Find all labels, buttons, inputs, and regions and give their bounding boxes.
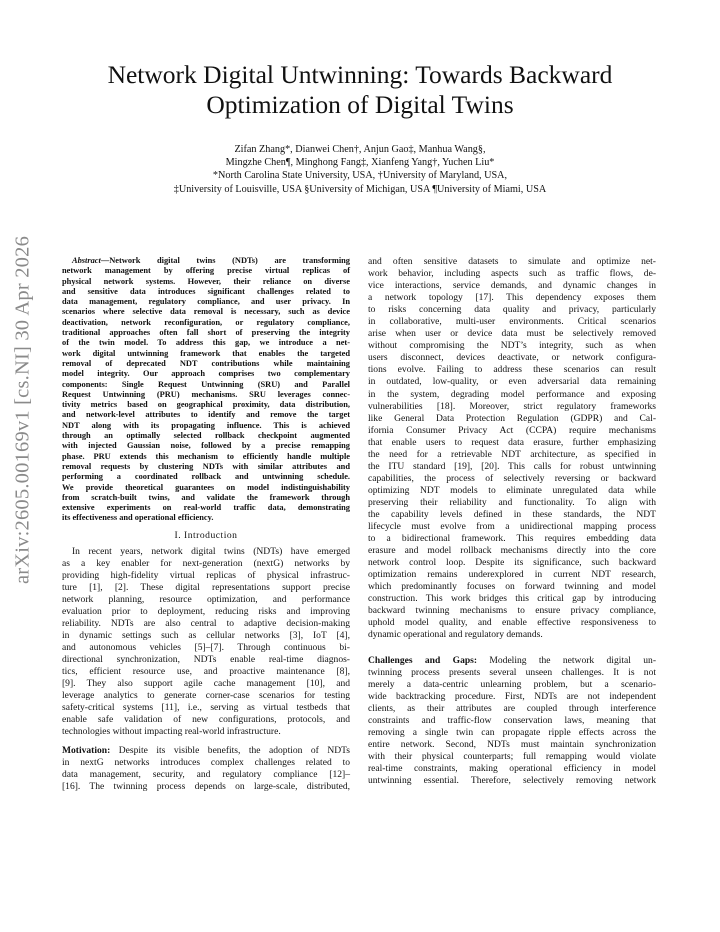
abstract-line: and network-level attributes to identify and remove the target [62,410,350,420]
challenges-line: clients, as their attributes are coupled through interference [368,702,656,714]
right-column-line: a network topology [17]. This dependency exposes them [368,292,656,304]
abstract-line: work digital untwinning framework that enables the targeted [62,348,350,358]
challenges-line: merely a data-centric unlearning problem, but a scenario- [368,678,656,690]
right-column [368,256,656,787]
intro-line: [9]. They also support agile cache management [10], and [62,678,350,690]
right-column-line: dynamic operational and regulatory demands. [368,629,543,641]
right-column-line: arise when user or device data must be selectively removed [368,328,656,340]
right-column-line: in the system, degrading model performance and exposing [368,388,656,400]
abstract-line: of the twin model. To address this gap, we introduce a net- [62,338,350,348]
right-column-line: ifornia Consumer Privacy Act (CCPA) require mechanisms [368,424,656,436]
right-column-line: in collaborative, multi-user environments. Critical scenarios [368,316,656,328]
right-column-line: that enable users to request data erasure, further emphasizing [368,436,656,448]
motivation-line: in nextG networks introduces complex challenges related to [62,756,350,768]
right-column-line: vice interactions, service demands, and dynamic changes in [368,280,656,292]
right-column-line: work behavior, including aspects such as traffic flows, de- [368,268,656,280]
abstract-line: deactivation, network reconfiguration, or regulatory compliance, [62,317,350,327]
right-column-line: optimization remains underexplored in current NDT research, [368,569,656,581]
abstract-line: removal requests by clustering NDTs with similar attributes and [62,461,350,471]
intro-line: evaluation prior to deployment, reducing risks and improving [62,606,350,617]
right-column-line: vulnerabilities [18]. Moreover, strict regulatory frameworks [368,400,656,412]
right-column-line: construction. This work bridges this critical gap by introducing [368,593,656,605]
intro-line: ture [1], [2]. These digital representations support precise [62,581,350,593]
intro-line: In recent years, network digital twins (NDTs) have emerged [72,545,350,557]
challenges-line: entire network. Second, NDTs must maintain synchronization [368,738,656,750]
paper-title [60,60,660,120]
intro-line: directional synchronization, NDTs enable real-time diagnos- [62,654,350,666]
abstract-line: extensive experiments on real-world traffic data, demonstrating [62,503,350,513]
arxiv-identifier-stamp [0,170,46,650]
right-column-line: in outdated, low-quality, or even adversarial data remaining [368,376,656,388]
challenges-line: constraints and traffic-flow conservation laws, meaning that [368,714,656,726]
challenges-label: Challenges and Gaps: [368,654,478,666]
abstract-label: Abstract [72,256,101,265]
challenges-line: with their physical counterparts; full remapping would violate [368,750,656,762]
author-line: Zifan Zhang*, Dianwei Chen†, Anjun Gao‡, Manhua Wang§, [234,144,486,155]
intro-line: technologies without impacting real-world infrastructure. [62,726,281,738]
affiliation-line: *North Carolina State University, USA, †University of Maryland, USA, [212,170,508,182]
abstract [62,256,350,524]
right-column-line: capabilities, the process of selectively reversing or backward [368,472,656,484]
intro-line: and autonomous vehicles [5]–[7]. Through continuous bi- [62,642,350,654]
introduction-paragraph [62,546,350,739]
challenges-line: real-time constraints, making operational efficiency in model [368,762,656,774]
intro-line: in dynamic settings such as cellular networks [3], IoT [4], [62,630,350,642]
abstract-line [62,256,350,266]
abstract-line: tivity metrics based on geographical proximity, data distribution, [62,400,350,410]
arxiv-identifier: arXiv:2605.00169v1 [cs.NI] 30 Apr 2026 [11,235,34,585]
right-column-line: tions evolve. Failing to address these scenarios can result [368,364,656,376]
right-column-line: and often sensitive datasets to simulate and optimize net- [368,256,656,267]
title-line: Network Digital Untwinning: Towards Backward [107,60,613,89]
intro-line: as a key enabler for next-generation (nextG) networks by [62,557,350,569]
author-block [60,143,660,196]
challenges-line: twinning process presents several unseen challenges. It is not [368,666,656,678]
right-column-line: erasure and model rollback mechanisms directly into the core [368,545,656,557]
abstract-line: Request Untwinning (PRU) mechanisms. SRU leverages connec- [62,389,350,399]
abstract-line: scenarios where selective data removal is necessary, such as device [62,307,350,317]
challenges-line: wide backtracking procedure. First, NDTs are not independent [368,690,656,702]
right-column-line: which predominantly focuses on forward twinning and model [368,581,656,593]
right-column-line: the ITU standard [19], [20]. This calls for robust untwinning [368,460,656,472]
intro-line: leverage analytics to generate corner-case scenarios for testing [62,690,350,702]
motivation-label: Motivation: [62,744,111,756]
abstract-line: model integrity. Our approach comprises two complementary [62,369,350,379]
intro-line: safety-critical systems [11], i.e., serving as virtual testbeds that [62,702,350,714]
right-column-line: the capability levels defined in these standards, the NDT [368,508,656,520]
abstract-line: physical network systems. However, their reliance on diverse [62,276,350,286]
abstract-line: components: Single Request Untwinning (SRU) and Parallel [62,379,350,389]
right-column-line: to risks concerning data quality and privacy, particularly [368,304,656,316]
intro-line: reliability. NDTs are also central to adaptive decision-making [62,618,350,630]
right-column-line: network control loop. Despite its significance, such backward [368,557,656,569]
abstract-line: with injected Gaussian noise, followed by a precise remapping [62,441,350,451]
right-column-line: optimizing NDT models to eliminate unregulated data while [368,484,656,496]
left-column [62,256,350,793]
intro-line: enable safe validation of new configurations, protocols, and [62,714,350,726]
abstract-line: performing a coordinated rollback and untwinning schedule. [62,472,350,482]
abstract-line: NDT along with its propagating influence. This is achieved [62,420,350,430]
right-column-line: users disconnect, devices deactivate, or network configura- [368,352,656,364]
abstract-text: —Network digital twins (NDTs) are transforming [100,256,350,265]
right-column-paragraph [368,256,656,642]
abstract-line: and sensitive data introduces significant challenges related to [62,286,350,296]
title-line: Optimization of Digital Twins [206,90,514,119]
motivation-text: Despite its visible benefits, the adoption of NDTs [110,744,350,756]
right-column-line: lifecycle must evolve from a unidirectional mapping process [368,521,656,533]
author-line: Mingzhe Chen¶, Minghong Fang‡, Xianfeng Yang†, Yuchen Liu* [225,157,495,169]
right-column-line: preserving their reliability and functionality. To align with [368,496,656,508]
affiliation-line: ‡University of Louisville, USA §University of Michigan, USA ¶University of Miami, USA [173,183,547,195]
right-column-line: uphold model quality, and enable effective responsiveness to [368,617,656,629]
abstract-line: network management by offering precise virtual replicas of [62,266,350,276]
right-column-line: without compromising the NDT’s integrity, such as when [368,340,656,352]
abstract-line: phase. PRU extends this mechanism to efficiently handle multiple [62,451,350,461]
challenges-line: untwinning essential. Therefore, selectively removing network [368,774,656,786]
abstract-line: from scratch-built twins, and validate the framework through [62,492,350,502]
right-column-line: to a bidirectional framework. This requires embedding data [368,533,656,545]
motivation-line: [16]. The twinning process depends on large-scale, distributed, [62,780,350,792]
intro-line: network planning, resource optimization, and performance [62,593,350,605]
right-column-line: the need for a retrievable NDT architecture, as specified in [368,448,656,460]
challenges-line [368,655,656,667]
motivation-line [62,745,350,757]
abstract-line: data management, regulatory compliance, and user privacy. In [62,297,350,307]
challenges-line: removing a single twin can propagate ripple effects across the [368,726,656,738]
motivation-paragraph [62,745,350,793]
section-heading-introduction: I. Introduction [174,529,238,541]
abstract-line: its effectiveness and operational efficiency. [62,513,214,523]
abstract-line: We provide theoretical guarantees on model indistinguishability [62,482,350,492]
challenges-text: Modeling the network digital un- [477,654,656,666]
challenges-paragraph [368,655,656,788]
abstract-line: traditional approaches often fall short of preserving the integrity [62,328,350,338]
intro-line: providing high-fidelity virtual replicas of physical infrastruc- [62,569,350,581]
intro-line: tics, efficient resource use, and proactive maintenance [8], [62,666,350,678]
abstract-line: removal of deprecated NDT contributions while maintaining [62,358,350,368]
abstract-line: through an optimally selected rollback checkpoint augmented [62,431,350,441]
motivation-line: data management, security, and regulatory compliance [12]– [62,768,350,780]
right-column-line: backward twinning mechanisms to ensure privacy compliance, [368,605,656,617]
right-column-line: like General Data Protection Regulation (GDPR) and Cal- [368,412,656,424]
